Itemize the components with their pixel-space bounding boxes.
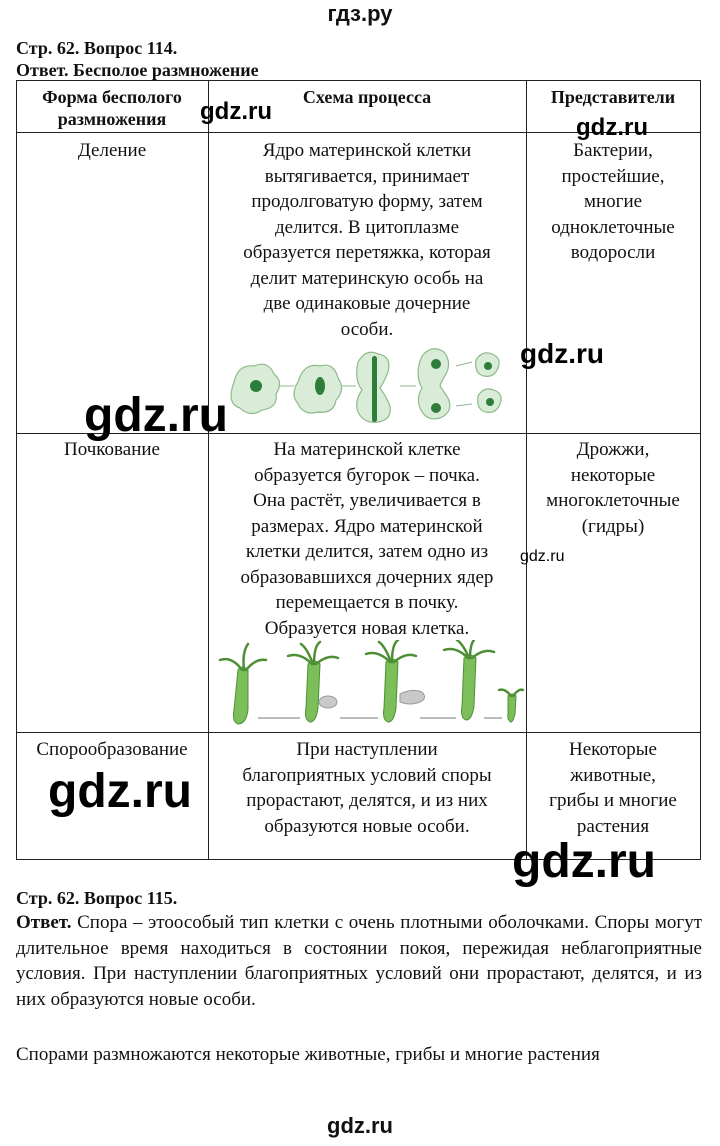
answer-label: Ответ. (16, 912, 72, 933)
row-sporulation-form: Спорообразование (36, 739, 188, 760)
scheme-line: прорастают, делятся, и из них (246, 790, 488, 811)
scheme-line: На материнской клетке (273, 439, 461, 460)
scheme-line: делит материнскую особь на (250, 267, 484, 289)
scheme-line: образуются новые особи. (264, 815, 470, 837)
watermark: gdz.ru (520, 548, 565, 565)
watermark: gdz.ru (512, 835, 656, 888)
table-row-divider-2 (16, 732, 701, 733)
rep-line: Бактерии, (573, 140, 653, 161)
site-header-label: гдз.ру (327, 1, 393, 26)
scheme-line: делится. В цитоплазме (274, 216, 460, 238)
rep-line: растения (576, 815, 650, 837)
rep-line: простейшие, (561, 165, 665, 187)
question-114-heading: Стр. 62. Вопрос 114. (16, 38, 178, 58)
rep-line: многие (583, 191, 643, 212)
answer-text: Спора – этоособый тип клетки с очень плотными оболочками. Споры могут длительное время находиться в состоянии покоя, пережидая неблагоприятные условия. При наступлении благоприятных условий они прорастают, делятся, и из них образуются новые особи. (16, 912, 703, 1010)
scheme-line: продолговатую форму, затем (251, 191, 483, 212)
rep-line: одноклеточные (551, 216, 675, 238)
question-114-answer-title: Ответ. Бесполое размножение (16, 60, 259, 80)
header-form: Форма бесполого размножения (42, 87, 182, 129)
rep-line: Дрожжи, (576, 439, 650, 460)
scheme-line: благоприятных условий споры (242, 764, 492, 786)
scheme-line: Ядро материнской клетки (262, 140, 472, 161)
scheme-line: перемещается в почку. (275, 592, 459, 613)
row-budding-scheme (208, 437, 526, 641)
scheme-line: вытягивается, принимает (264, 165, 470, 187)
watermark: gdz.ru (576, 114, 648, 141)
table-border-right (700, 80, 701, 860)
rep-line: водоросли (570, 242, 656, 263)
rep-line: Некоторые (569, 739, 657, 760)
watermark: gdz.ru (520, 338, 604, 369)
row-budding-representatives (526, 437, 700, 539)
row-budding-form: Почкование (64, 439, 160, 460)
table-border-top (16, 80, 701, 81)
watermark: gdz.ru (200, 98, 272, 125)
scheme-line: особи. (340, 318, 394, 340)
rep-line: грибы и многие (549, 790, 677, 811)
scheme-line: клетки делится, затем одно из (245, 541, 489, 562)
scheme-line: образуется перетяжка, которая (243, 242, 491, 263)
rep-line: животные, (570, 764, 656, 786)
rep-line: некоторые (570, 464, 656, 486)
hydra-budding-illustration (216, 640, 526, 730)
scheme-line: образуется бугорок – почка. (254, 464, 480, 486)
cell-division-illustration (226, 342, 516, 432)
scheme-line: Образуется новая клетка. (264, 617, 470, 639)
question-115-heading: Стр. 62. Вопрос 115. (16, 888, 178, 908)
scheme-line: При наступлении (296, 739, 438, 760)
scheme-line: две одинаковые дочерние (263, 293, 471, 314)
header-scheme: Схема процесса (302, 87, 432, 107)
site-footer-label: gdz.ru (327, 1113, 393, 1138)
row-division-scheme (208, 138, 526, 342)
question-115-answer (16, 910, 702, 1012)
header-representatives: Представители (550, 87, 676, 107)
rep-line: многоклеточные (546, 490, 680, 511)
scheme-line: образовавшихся дочерних ядер (240, 566, 494, 588)
question-115-answer-2: Спорами размножаются некоторые животные, грибы и многие растения (16, 1044, 600, 1065)
rep-line: (гидры) (581, 515, 645, 537)
scheme-line: размерах. Ядро материнской (251, 515, 483, 537)
scheme-line: Она растёт, увеличивается в (253, 490, 481, 511)
reproduction-table (16, 80, 701, 860)
row-division-representatives (526, 138, 700, 266)
watermark: gdz.ru (84, 389, 228, 442)
row-sporulation-scheme (208, 737, 526, 839)
row-sporulation-representatives (526, 737, 700, 839)
row-division-form: Деление (77, 140, 147, 161)
watermark: gdz.ru (48, 765, 192, 818)
